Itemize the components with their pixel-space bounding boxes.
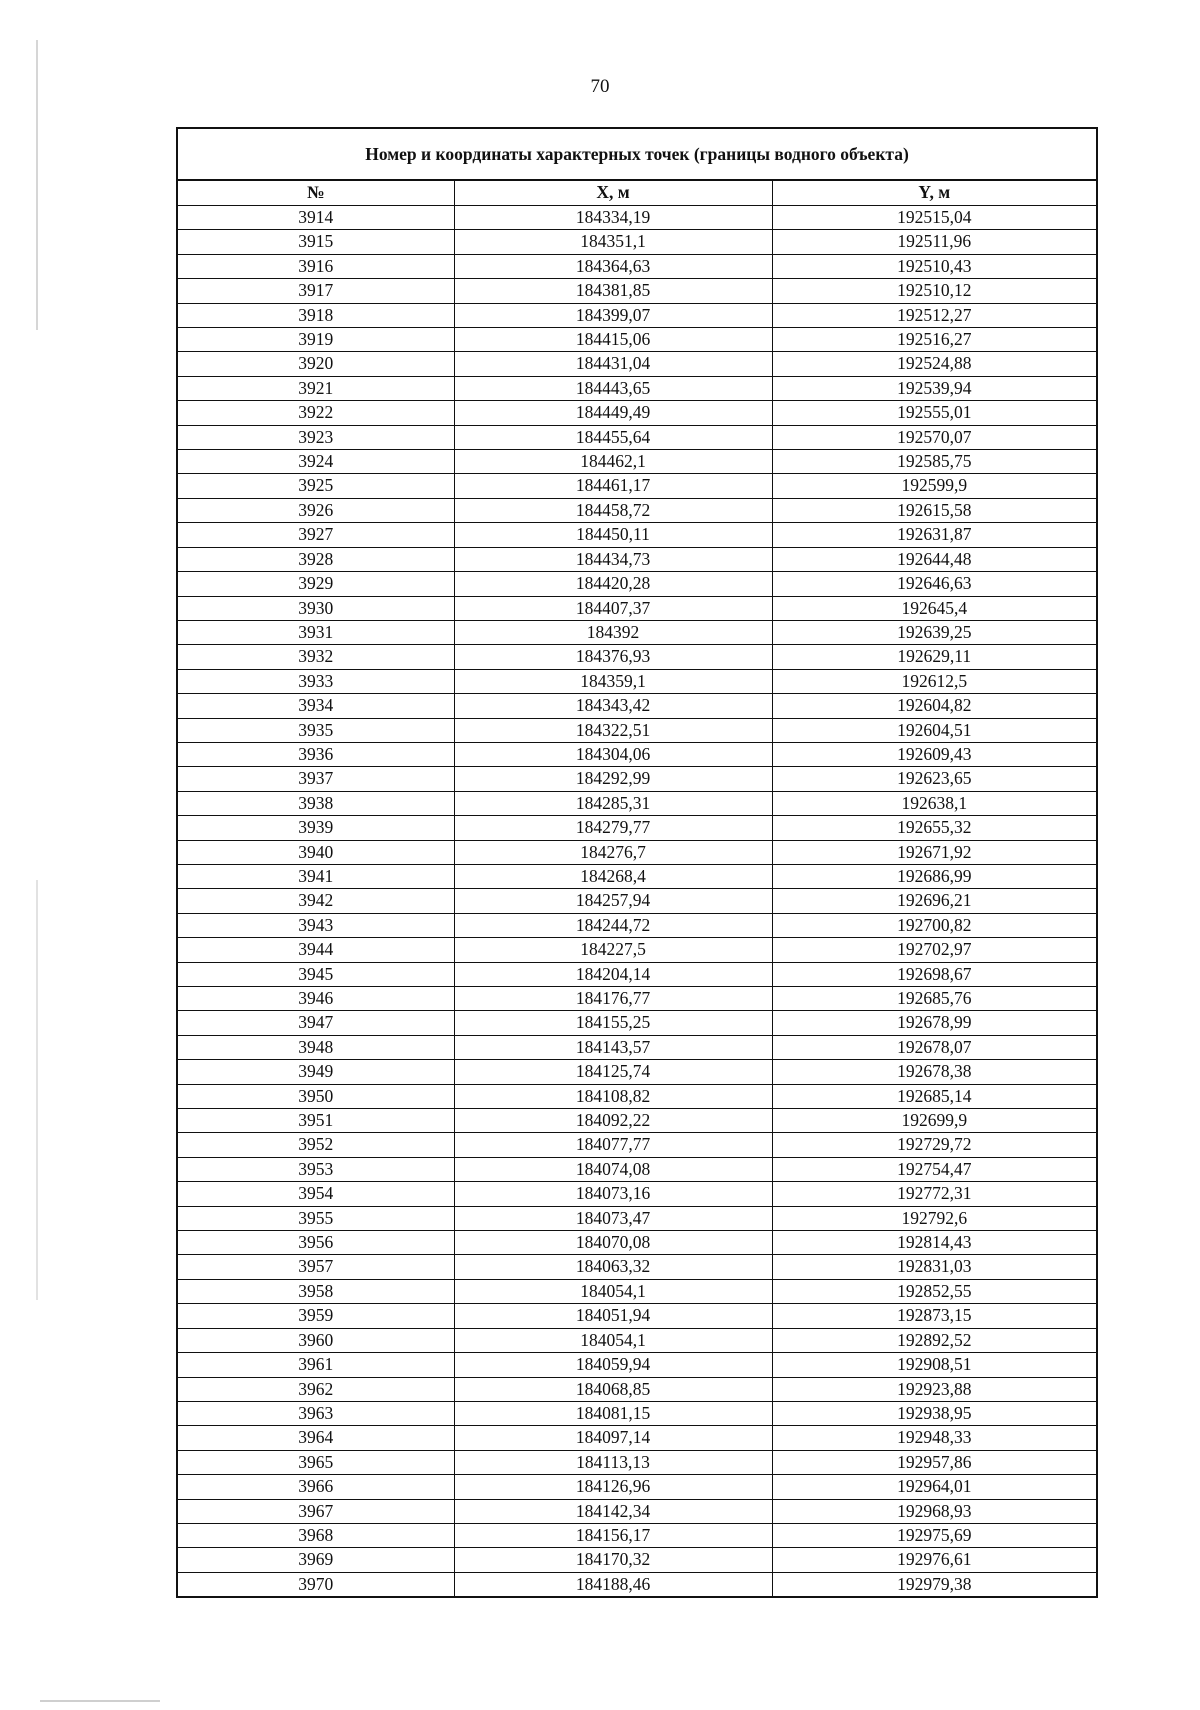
table-row (177, 230, 1097, 254)
cell-x: 184461,17 (454, 474, 772, 498)
cell-number: 3956 (177, 1231, 454, 1255)
table-row (177, 328, 1097, 352)
cell-number: 3961 (177, 1353, 454, 1377)
cell-number: 3935 (177, 718, 454, 742)
cell-y: 192609,43 (772, 742, 1097, 766)
table-row (177, 1035, 1097, 1059)
cell-y: 192968,93 (772, 1499, 1097, 1523)
cell-number: 3937 (177, 767, 454, 791)
cell-number: 3959 (177, 1304, 454, 1328)
cell-y: 192964,01 (772, 1475, 1097, 1499)
cell-y: 192612,5 (772, 669, 1097, 693)
cell-number: 3936 (177, 742, 454, 766)
table-row (177, 303, 1097, 327)
table-row (177, 1377, 1097, 1401)
cell-y: 192524,88 (772, 352, 1097, 376)
cell-x: 184113,13 (454, 1450, 772, 1474)
cell-y: 192678,07 (772, 1035, 1097, 1059)
cell-x: 184343,42 (454, 694, 772, 718)
cell-number: 3916 (177, 254, 454, 278)
cell-y: 192908,51 (772, 1353, 1097, 1377)
cell-x: 184449,49 (454, 401, 772, 425)
cell-y: 192570,07 (772, 425, 1097, 449)
cell-x: 184170,32 (454, 1548, 772, 1572)
cell-x: 184443,65 (454, 376, 772, 400)
cell-number: 3925 (177, 474, 454, 498)
table-row (177, 1499, 1097, 1523)
table-row (177, 1255, 1097, 1279)
cell-number: 3927 (177, 523, 454, 547)
cell-y: 192979,38 (772, 1572, 1097, 1597)
scan-edge-mark (40, 1700, 160, 1702)
table-row (177, 864, 1097, 888)
cell-number: 3969 (177, 1548, 454, 1572)
cell-number: 3952 (177, 1133, 454, 1157)
cell-x: 184334,19 (454, 206, 772, 230)
cell-number: 3950 (177, 1084, 454, 1108)
cell-x: 184244,72 (454, 913, 772, 937)
cell-y: 192629,11 (772, 645, 1097, 669)
header-number: № (177, 180, 454, 206)
header-x: X, м (454, 180, 772, 206)
table-row (177, 547, 1097, 571)
cell-x: 184143,57 (454, 1035, 772, 1059)
coordinates-table (176, 127, 1098, 1598)
cell-y: 192754,47 (772, 1157, 1097, 1181)
cell-x: 184268,4 (454, 864, 772, 888)
cell-x: 184376,93 (454, 645, 772, 669)
table-row (177, 962, 1097, 986)
table-row (177, 816, 1097, 840)
cell-number: 3945 (177, 962, 454, 986)
cell-x: 184188,46 (454, 1572, 772, 1597)
cell-number: 3964 (177, 1426, 454, 1450)
cell-number: 3958 (177, 1279, 454, 1303)
cell-y: 192729,72 (772, 1133, 1097, 1157)
cell-number: 3939 (177, 816, 454, 840)
table-row (177, 1084, 1097, 1108)
cell-number: 3949 (177, 1060, 454, 1084)
table-row (177, 767, 1097, 791)
table-row (177, 352, 1097, 376)
cell-number: 3943 (177, 913, 454, 937)
cell-number: 3915 (177, 230, 454, 254)
cell-x: 184322,51 (454, 718, 772, 742)
table-row (177, 1426, 1097, 1450)
cell-y: 192638,1 (772, 791, 1097, 815)
cell-y: 192957,86 (772, 1450, 1097, 1474)
cell-number: 3933 (177, 669, 454, 693)
cell-y: 192699,9 (772, 1109, 1097, 1133)
cell-x: 184077,77 (454, 1133, 772, 1157)
cell-y: 192615,58 (772, 498, 1097, 522)
table-row (177, 1401, 1097, 1425)
cell-x: 184292,99 (454, 767, 772, 791)
table-header-row (177, 180, 1097, 206)
cell-x: 184304,06 (454, 742, 772, 766)
table-row (177, 791, 1097, 815)
cell-y: 192555,01 (772, 401, 1097, 425)
cell-x: 184126,96 (454, 1475, 772, 1499)
table-row (177, 889, 1097, 913)
cell-y: 192938,95 (772, 1401, 1097, 1425)
cell-y: 192645,4 (772, 596, 1097, 620)
cell-x: 184399,07 (454, 303, 772, 327)
cell-y: 192702,97 (772, 938, 1097, 962)
cell-number: 3928 (177, 547, 454, 571)
cell-x: 184351,1 (454, 230, 772, 254)
cell-x: 184108,82 (454, 1084, 772, 1108)
cell-y: 192686,99 (772, 864, 1097, 888)
table-row (177, 523, 1097, 547)
cell-number: 3919 (177, 328, 454, 352)
table-row (177, 1231, 1097, 1255)
cell-number: 3962 (177, 1377, 454, 1401)
cell-y: 192852,55 (772, 1279, 1097, 1303)
cell-y: 192631,87 (772, 523, 1097, 547)
table-row (177, 1133, 1097, 1157)
table-row (177, 1572, 1097, 1597)
cell-number: 3965 (177, 1450, 454, 1474)
cell-y: 192700,82 (772, 913, 1097, 937)
table-row (177, 1304, 1097, 1328)
cell-y: 192646,63 (772, 572, 1097, 596)
table-row (177, 987, 1097, 1011)
table-row (177, 572, 1097, 596)
table-row (177, 1523, 1097, 1547)
cell-number: 3960 (177, 1328, 454, 1352)
table-caption: Номер и координаты характерных точек (границы водного объекта) (177, 128, 1097, 180)
cell-number: 3955 (177, 1206, 454, 1230)
cell-number: 3922 (177, 401, 454, 425)
table-row (177, 1279, 1097, 1303)
cell-x: 184434,73 (454, 547, 772, 571)
cell-number: 3920 (177, 352, 454, 376)
cell-x: 184063,32 (454, 1255, 772, 1279)
table-row (177, 498, 1097, 522)
cell-number: 3921 (177, 376, 454, 400)
cell-y: 192539,94 (772, 376, 1097, 400)
cell-x: 184204,14 (454, 962, 772, 986)
scan-edge-mark (36, 880, 38, 1300)
cell-x: 184279,77 (454, 816, 772, 840)
cell-number: 3957 (177, 1255, 454, 1279)
cell-x: 184070,08 (454, 1231, 772, 1255)
cell-y: 192516,27 (772, 328, 1097, 352)
cell-y: 192698,67 (772, 962, 1097, 986)
cell-number: 3970 (177, 1572, 454, 1597)
cell-y: 192892,52 (772, 1328, 1097, 1352)
table-row (177, 1060, 1097, 1084)
cell-number: 3941 (177, 864, 454, 888)
table-body (177, 206, 1097, 1598)
cell-x: 184051,94 (454, 1304, 772, 1328)
cell-x: 184431,04 (454, 352, 772, 376)
table-row (177, 1011, 1097, 1035)
cell-x: 184407,37 (454, 596, 772, 620)
cell-x: 184054,1 (454, 1328, 772, 1352)
cell-y: 192975,69 (772, 1523, 1097, 1547)
cell-x: 184276,7 (454, 840, 772, 864)
cell-y: 192873,15 (772, 1304, 1097, 1328)
cell-x: 184392 (454, 620, 772, 644)
cell-number: 3926 (177, 498, 454, 522)
cell-y: 192604,82 (772, 694, 1097, 718)
cell-y: 192772,31 (772, 1182, 1097, 1206)
cell-x: 184227,5 (454, 938, 772, 962)
cell-number: 3954 (177, 1182, 454, 1206)
cell-y: 192678,38 (772, 1060, 1097, 1084)
table-row (177, 938, 1097, 962)
table-row (177, 1353, 1097, 1377)
cell-y: 192511,96 (772, 230, 1097, 254)
cell-y: 192599,9 (772, 474, 1097, 498)
cell-x: 184450,11 (454, 523, 772, 547)
cell-x: 184458,72 (454, 498, 772, 522)
table-row (177, 279, 1097, 303)
table-row (177, 1109, 1097, 1133)
cell-y: 192685,76 (772, 987, 1097, 1011)
cell-x: 184073,47 (454, 1206, 772, 1230)
cell-y: 192512,27 (772, 303, 1097, 327)
cell-y: 192655,32 (772, 816, 1097, 840)
cell-number: 3944 (177, 938, 454, 962)
cell-x: 184381,85 (454, 279, 772, 303)
cell-y: 192948,33 (772, 1426, 1097, 1450)
cell-number: 3924 (177, 450, 454, 474)
table-row (177, 425, 1097, 449)
cell-y: 192671,92 (772, 840, 1097, 864)
table-row (177, 742, 1097, 766)
table-row (177, 206, 1097, 230)
cell-number: 3953 (177, 1157, 454, 1181)
table-row (177, 1157, 1097, 1181)
table-row (177, 1328, 1097, 1352)
cell-y: 192639,25 (772, 620, 1097, 644)
cell-y: 192831,03 (772, 1255, 1097, 1279)
cell-x: 184257,94 (454, 889, 772, 913)
cell-x: 184092,22 (454, 1109, 772, 1133)
cell-number: 3932 (177, 645, 454, 669)
cell-x: 184081,15 (454, 1401, 772, 1425)
table-row (177, 645, 1097, 669)
cell-number: 3947 (177, 1011, 454, 1035)
cell-number: 3968 (177, 1523, 454, 1547)
table-row (177, 401, 1097, 425)
cell-number: 3967 (177, 1499, 454, 1523)
cell-y: 192923,88 (772, 1377, 1097, 1401)
cell-y: 192623,65 (772, 767, 1097, 791)
cell-x: 184142,34 (454, 1499, 772, 1523)
cell-x: 184462,1 (454, 450, 772, 474)
page-number: 70 (590, 76, 610, 97)
cell-x: 184415,06 (454, 328, 772, 352)
cell-x: 184155,25 (454, 1011, 772, 1035)
cell-number: 3931 (177, 620, 454, 644)
cell-y: 192510,43 (772, 254, 1097, 278)
cell-number: 3948 (177, 1035, 454, 1059)
cell-number: 3914 (177, 206, 454, 230)
cell-y: 192685,14 (772, 1084, 1097, 1108)
cell-y: 192644,48 (772, 547, 1097, 571)
cell-number: 3929 (177, 572, 454, 596)
table-row (177, 913, 1097, 937)
cell-number: 3963 (177, 1401, 454, 1425)
cell-y: 192510,12 (772, 279, 1097, 303)
cell-x: 184054,1 (454, 1279, 772, 1303)
table-row (177, 1182, 1097, 1206)
cell-y: 192976,61 (772, 1548, 1097, 1572)
cell-x: 184125,74 (454, 1060, 772, 1084)
cell-y: 192604,51 (772, 718, 1097, 742)
cell-number: 3942 (177, 889, 454, 913)
table-row (177, 254, 1097, 278)
cell-x: 184068,85 (454, 1377, 772, 1401)
cell-x: 184156,17 (454, 1523, 772, 1547)
table-row (177, 1450, 1097, 1474)
cell-x: 184285,31 (454, 791, 772, 815)
cell-x: 184359,1 (454, 669, 772, 693)
table-row (177, 1475, 1097, 1499)
cell-y: 192585,75 (772, 450, 1097, 474)
table-row (177, 694, 1097, 718)
cell-x: 184455,64 (454, 425, 772, 449)
cell-y: 192515,04 (772, 206, 1097, 230)
cell-number: 3966 (177, 1475, 454, 1499)
cell-number: 3951 (177, 1109, 454, 1133)
cell-y: 192814,43 (772, 1231, 1097, 1255)
cell-number: 3923 (177, 425, 454, 449)
cell-y: 192792,6 (772, 1206, 1097, 1230)
cell-number: 3940 (177, 840, 454, 864)
table-row (177, 474, 1097, 498)
cell-number: 3938 (177, 791, 454, 815)
table-row (177, 1206, 1097, 1230)
cell-x: 184097,14 (454, 1426, 772, 1450)
cell-number: 3946 (177, 987, 454, 1011)
cell-x: 184059,94 (454, 1353, 772, 1377)
cell-x: 184364,63 (454, 254, 772, 278)
table-row (177, 450, 1097, 474)
cell-number: 3934 (177, 694, 454, 718)
cell-number: 3930 (177, 596, 454, 620)
cell-number: 3918 (177, 303, 454, 327)
cell-x: 184073,16 (454, 1182, 772, 1206)
cell-x: 184074,08 (454, 1157, 772, 1181)
table-row (177, 376, 1097, 400)
cell-y: 192696,21 (772, 889, 1097, 913)
table-caption-row (177, 128, 1097, 180)
table-row (177, 718, 1097, 742)
cell-y: 192678,99 (772, 1011, 1097, 1035)
table-row (177, 669, 1097, 693)
cell-number: 3917 (177, 279, 454, 303)
cell-x: 184176,77 (454, 987, 772, 1011)
table-row (177, 596, 1097, 620)
cell-x: 184420,28 (454, 572, 772, 596)
header-y: Y, м (772, 180, 1097, 206)
table-row (177, 840, 1097, 864)
table-row (177, 1548, 1097, 1572)
table-row (177, 620, 1097, 644)
